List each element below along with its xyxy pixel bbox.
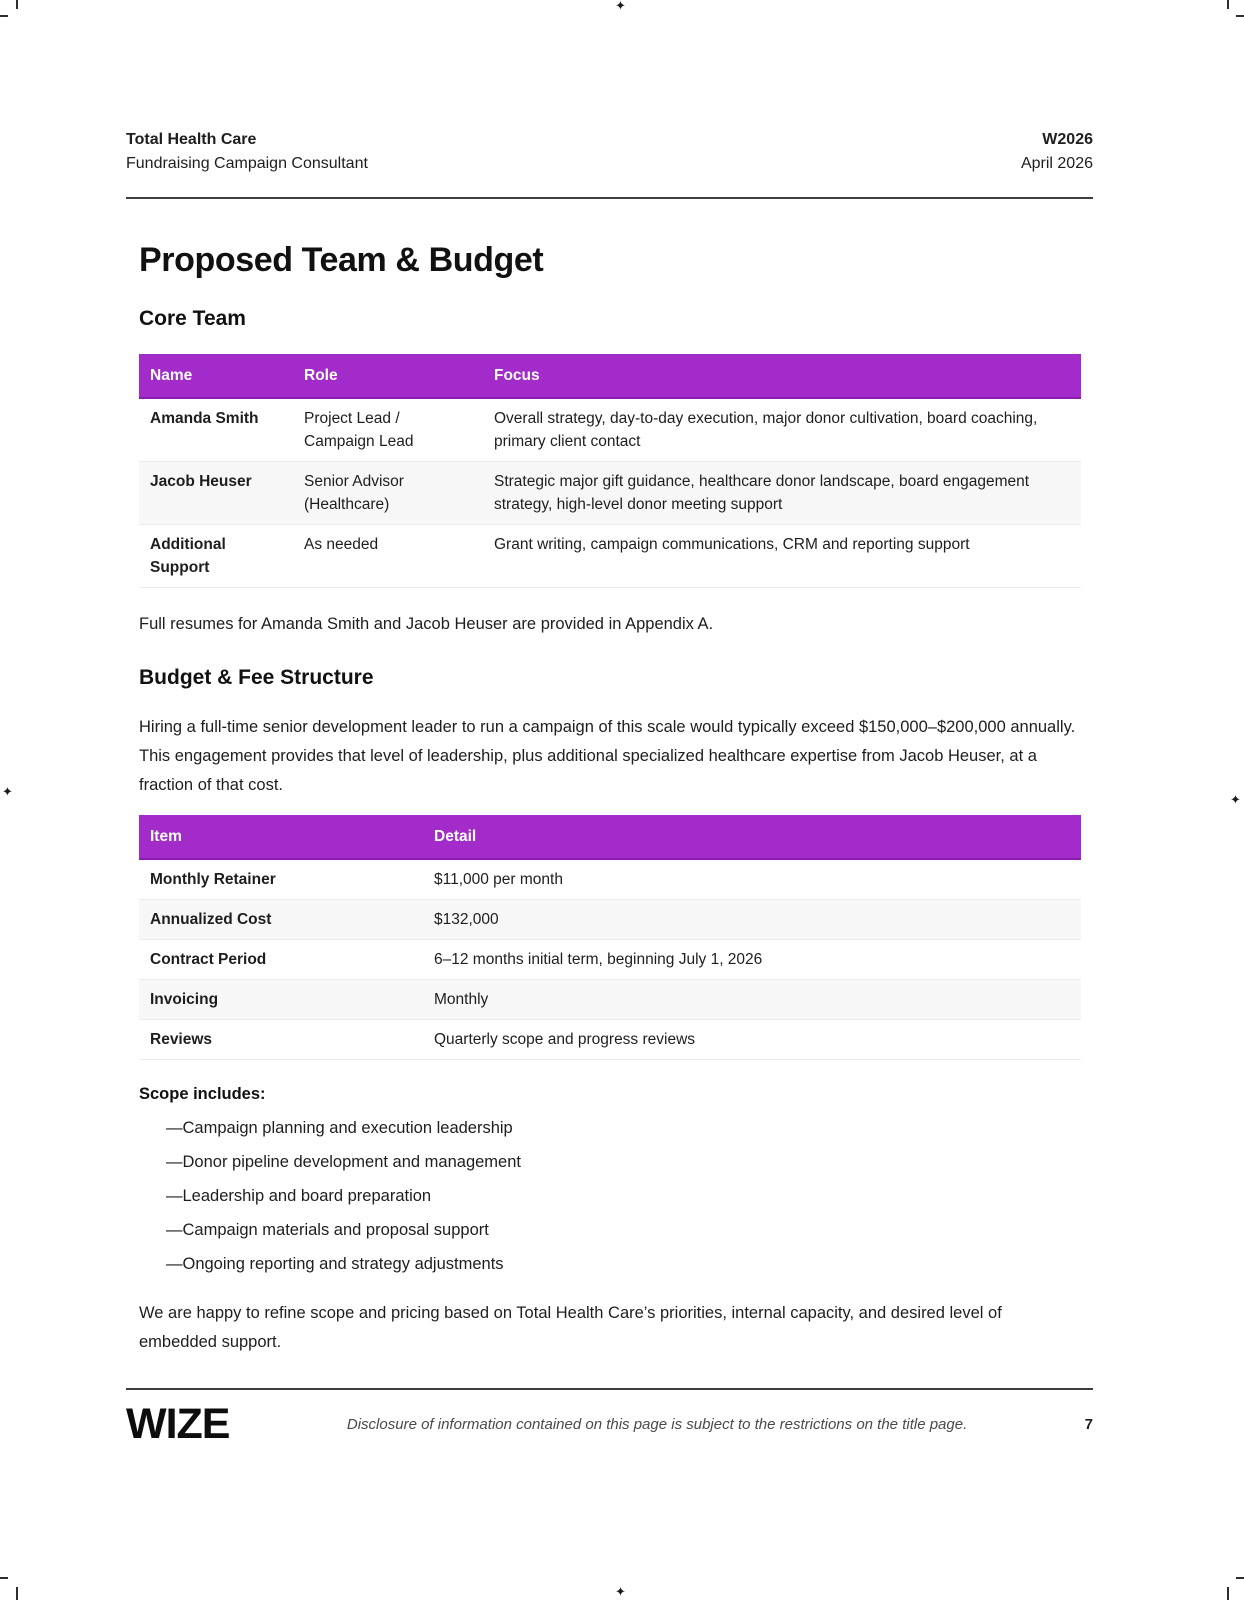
budget-heading: Budget & Fee Structure: [139, 666, 374, 689]
crop-mark-top-right-vertical: [1227, 0, 1229, 9]
budget-table: [139, 815, 1081, 1060]
budget-detail: 6–12 months initial term, beginning July 1, 2026: [423, 940, 1081, 980]
team-member-name: Additional Support: [139, 525, 293, 588]
table-row: [139, 940, 1081, 980]
document-header: [126, 128, 1093, 176]
column-header-detail: Detail: [423, 815, 1081, 859]
header-right: [1021, 128, 1093, 176]
crop-mark-bottom-right-vertical: [1227, 1587, 1229, 1600]
table-header-row: [139, 815, 1081, 859]
list-item: —Leadership and board preparation: [166, 1187, 432, 1205]
team-member-focus: Grant writing, campaign communications, CRM and reporting support: [483, 525, 1081, 588]
team-member-role: As needed: [293, 525, 483, 588]
budget-detail: Monthly: [423, 980, 1081, 1020]
column-header-role: Role: [293, 354, 483, 398]
team-member-focus: Strategic major gift guidance, healthcare donor landscape, board engagement strategy, high-level donor meeting support: [483, 462, 1081, 525]
crop-mark-top-left-vertical: [16, 0, 18, 9]
list-item: —Ongoing reporting and strategy adjustments: [166, 1255, 504, 1273]
budget-item: Reviews: [139, 1020, 423, 1060]
closing-note: We are happy to refine scope and pricing based on Total Health Care’s priorities, internal capacity, and desired level of embedded support.: [139, 1304, 1002, 1351]
table-row: [139, 462, 1081, 525]
core-team-heading: Core Team: [139, 307, 246, 330]
team-member-role: Project Lead / Campaign Lead: [293, 398, 483, 462]
team-member-name: Jacob Heuser: [139, 462, 293, 525]
budget-detail: Quarterly scope and progress reviews: [423, 1020, 1081, 1060]
crop-mark-bottom-right-horizontal: [1236, 1577, 1244, 1579]
table-row: [139, 525, 1081, 588]
table-row: [139, 859, 1081, 900]
table-header-row: [139, 354, 1081, 398]
document-date: April 2026: [1020, 155, 1093, 172]
budget-detail: $11,000 per month: [423, 859, 1081, 900]
footer-divider: [126, 1388, 1093, 1390]
column-header-name: Name: [139, 354, 293, 398]
wize-logo: WIZE: [126, 1399, 230, 1448]
budget-item: Monthly Retainer: [139, 859, 423, 900]
column-header-item: Item: [139, 815, 423, 859]
crop-mark-top-right-horizontal: [1236, 15, 1244, 17]
registration-star-icon: ✦: [2, 784, 13, 799]
crop-mark-top-left-horizontal: [0, 15, 8, 17]
document-code: W2026: [1042, 131, 1093, 148]
page-number: 7: [1084, 1415, 1093, 1433]
document-footer: [126, 1398, 1093, 1450]
registration-star-icon: ✦: [1230, 792, 1241, 807]
team-member-name: Amanda Smith: [139, 398, 293, 462]
budget-item: Invoicing: [139, 980, 423, 1020]
team-member-focus: Overall strategy, day-to-day execution, major donor cultivation, board coaching, primary client contact: [483, 398, 1081, 462]
crop-mark-bottom-left-vertical: [16, 1587, 18, 1600]
registration-star-icon: ✦: [615, 0, 626, 13]
scope-list: [139, 1117, 1081, 1275]
crop-mark-bottom-left-horizontal: [0, 1577, 8, 1579]
table-row: [139, 980, 1081, 1020]
budget-item: Annualized Cost: [139, 900, 423, 940]
engagement-subtitle: Fundraising Campaign Consultant: [126, 155, 368, 172]
list-item: —Campaign planning and execution leadership: [166, 1119, 513, 1137]
budget-intro: Hiring a full-time senior development leader to run a campaign of this scale would typically exceed $150,000–$200,000 annually. This engagement provides that level of leadership, plus additional specialized healthcare expertise from Jacob Heuser, at a fraction of that cost.: [139, 718, 1076, 794]
scope-heading: Scope includes:: [139, 1085, 266, 1103]
resumes-note: Full resumes for Amanda Smith and Jacob Heuser are provided in Appendix A.: [139, 615, 714, 633]
table-row: [139, 398, 1081, 462]
page-content: [139, 240, 1081, 1357]
table-row: [139, 900, 1081, 940]
core-team-table: [139, 354, 1081, 588]
disclosure-text: Disclosure of information contained on this page is subject to the restrictions on the title page.: [346, 1415, 968, 1433]
team-member-role: Senior Advisor (Healthcare): [293, 462, 483, 525]
list-item: —Donor pipeline development and management: [166, 1153, 521, 1171]
column-header-focus: Focus: [483, 354, 1081, 398]
list-item: —Campaign materials and proposal support: [166, 1221, 489, 1239]
header-left: [126, 128, 368, 176]
registration-star-icon: ✦: [615, 1584, 626, 1599]
page-title: Proposed Team & Budget: [139, 241, 544, 279]
header-divider: [126, 197, 1093, 199]
budget-detail: $132,000: [423, 900, 1081, 940]
table-row: [139, 1020, 1081, 1060]
budget-item: Contract Period: [139, 940, 423, 980]
client-name: Total Health Care: [126, 131, 257, 148]
